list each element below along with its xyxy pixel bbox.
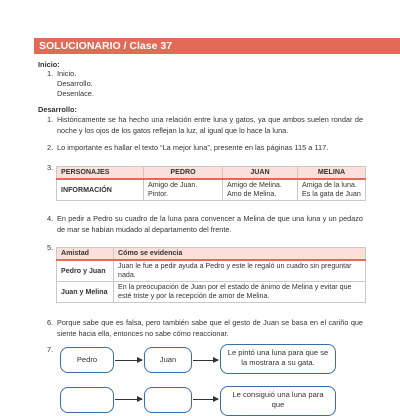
table-header: Cómo se evidencia [114, 248, 366, 261]
diagram-box [60, 387, 114, 413]
answer-4: En pedir a Pedro su cuadro de la luna para convencer a Melina de que una luna y un pedazo de mar se habían mudado al departamento del frente. [57, 214, 363, 234]
table-cell: Juan le fue a pedir ayuda a Pedro y este le regaló un cuadro sin preguntar nada. [114, 260, 366, 282]
table-row [57, 282, 366, 303]
table-header: PEDRO [144, 167, 223, 180]
friendship-table [56, 247, 366, 303]
table-row [57, 260, 366, 282]
characters-table [56, 166, 366, 201]
item-number: 1. [47, 115, 54, 124]
diagram-box-pedro: Pedro [60, 347, 114, 373]
answer-1: Históricamente se ha hecho una relación entre luna y gatos, ya que ambos suelen rondar de noche y los ojos de los gatos reflejan la luz, al igual que lo hace la luna. [57, 115, 363, 135]
item-number: 2. [47, 143, 54, 152]
table-header: JUAN [223, 167, 298, 180]
table-header: Amistad [57, 248, 114, 261]
diagram-box [144, 387, 192, 413]
arrow-icon [193, 360, 218, 361]
arrow-icon [115, 360, 142, 361]
diagram-box-result: Le consiguió una luna para que [220, 386, 336, 416]
inicio-item: Desarrollo. [57, 79, 93, 88]
table-cell: Amigo de Melina. Amo de Melina. [223, 179, 298, 201]
inicio-number: 1. [47, 69, 54, 78]
page-title: SOLUCIONARIO / Clase 37 [34, 38, 400, 54]
item-number: 7. [47, 345, 54, 354]
answer-2: Lo importante es hallar el texto “La mejor luna”, presente en las páginas 115 a 117. [57, 143, 329, 152]
answer-6: Porque sabe que es falsa, pero también sabe que el gesto de Juan se basa en el cariño que siente hacia ella, entonces no sabe cómo reaccionar. [57, 318, 363, 338]
table-header: MELINA [298, 167, 366, 180]
desarrollo-heading: Desarrollo: [38, 105, 78, 114]
item-number: 5. [47, 243, 54, 252]
inicio-item: Desenlace. [57, 89, 94, 98]
item-number: 6. [47, 318, 54, 327]
table-row [57, 179, 366, 201]
table-cell: Amiga de la luna. Es la gata de Juan [298, 179, 366, 201]
row-label: Juan y Melina [57, 282, 114, 303]
row-label: Pedro y Juan [57, 260, 114, 282]
diagram-box-result: Le pintó una luna para que se la mostrara a su gata. [220, 344, 336, 374]
table-cell: En la preocupación de Juan por el estado de ánimo de Melina y evitar que esté triste y por la recepción de amor de Melina. [114, 282, 366, 303]
item-number: 3. [47, 163, 54, 172]
row-label: INFORMACIÓN [57, 179, 144, 201]
diagram-box-juan: Juan [144, 347, 192, 373]
item-number: 4. [47, 214, 54, 223]
inicio-item: Inicio. [57, 69, 77, 78]
table-header: PERSONAJES [57, 167, 144, 180]
inicio-heading: Inicio: [38, 60, 60, 69]
table-cell: Amigo de Juan. Pintor. [144, 179, 223, 201]
